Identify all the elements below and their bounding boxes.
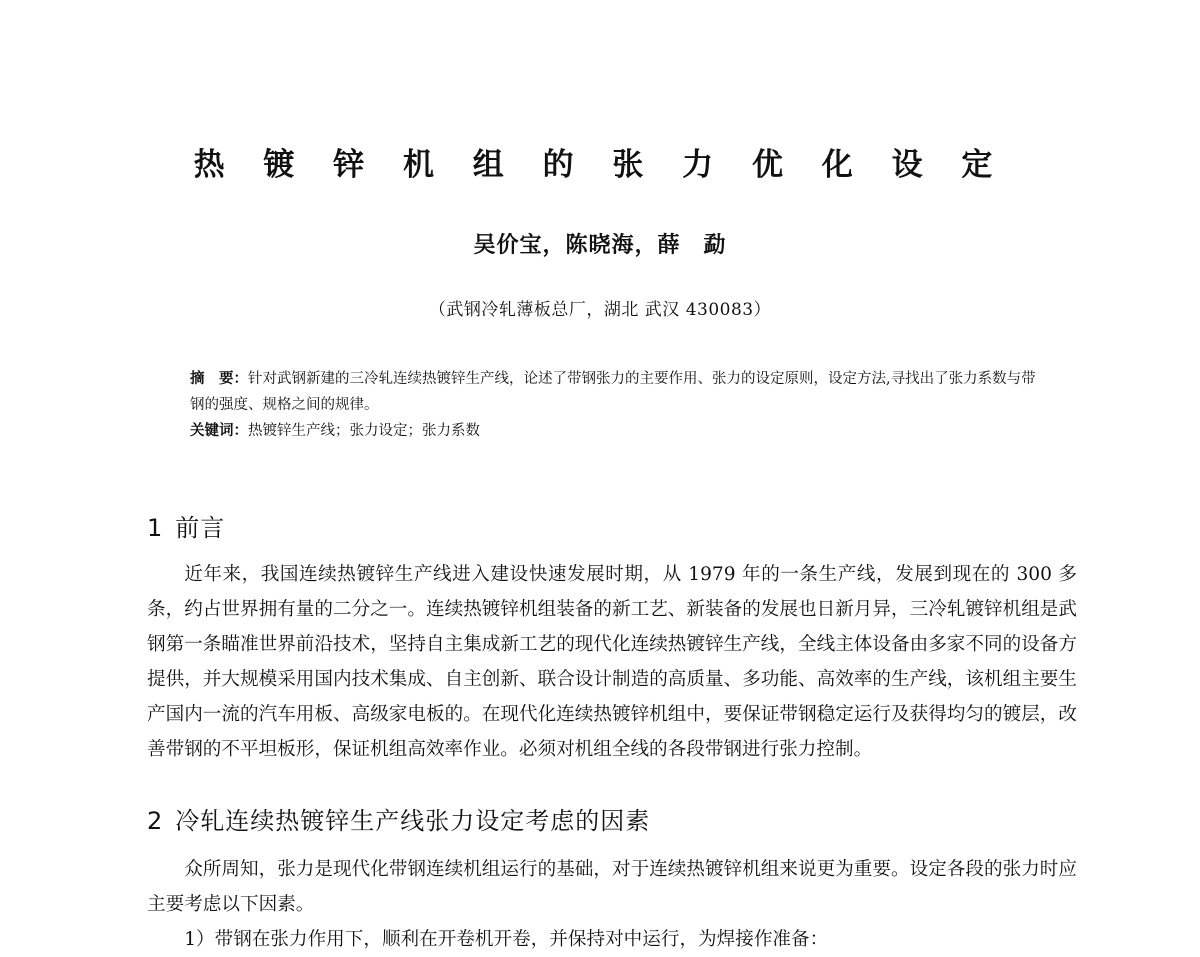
abstract-text: 针对武钢新建的三冷轧连续热镀锌生产线，论述了带钢张力的主要作用、张力的设定原则，设定方法,寻找出了张力系数与带钢的强度、规格之间的规律。 bbox=[190, 371, 1036, 413]
section-1-heading bbox=[147, 511, 225, 545]
paper-affiliation: （武钢冷轧薄板总厂，湖北 武汉 430083） bbox=[428, 300, 772, 320]
section-1-paragraph-1: 近年来，我国连续热镀锌生产线进入建设快速发展时期，从 1979 年的一条生产线，发展到现在的 300 多条，约占世界拥有量的二分之一。连续热镀锌机组装备的新工艺、新装备的发展也日新月异，三冷轧镀锌机组是武钢第一条瞄准世界前沿技术，坚持自主集成新工艺的现代化连续热镀锌生产线，全线主体设备由多家不同的设备方提供，并大规模采用国内技术集成、自主创新、联合设计制造的高质量、多功能、高效率的生产线，该机组主要生产国内一流的汽车用板、高级家电板的。在现代化连续热镀锌机组中，要保证带钢稳定运行及获得均匀的镀层，改善带钢的不平坦板形，保证机组高效率作业。必须对机组全线的各段带钢进行张力控制。 bbox=[147, 564, 1077, 760]
section-2-paragraph-2: 1）带钢在张力作用下，顺利在开卷机开卷，并保持对中运行，为焊接作准备： bbox=[184, 929, 829, 950]
section-2-body bbox=[147, 852, 1077, 957]
section-1-body bbox=[147, 557, 1077, 767]
keywords-paragraph bbox=[190, 418, 1040, 444]
section-2-paragraph-1: 众所周知，张力是现代化带钢连续机组运行的基础，对于连续热镀锌机组来说更为重要。设定各段的张力时应主要考虑以下因素。 bbox=[147, 859, 1077, 915]
keywords-label: 关键词： bbox=[190, 422, 248, 439]
abstract-block bbox=[190, 366, 1040, 444]
section-2-heading bbox=[147, 804, 650, 838]
abstract-paragraph bbox=[190, 366, 1040, 418]
abstract-label: 摘 要： bbox=[190, 370, 248, 387]
section-1-number: 1 bbox=[147, 514, 164, 542]
keywords-text: 热镀锌生产线；张力设定；张力系数 bbox=[248, 423, 480, 439]
paper-authors: 吴价宝，陈晓海，薛 勐 bbox=[473, 232, 727, 258]
section-2-number: 2 bbox=[147, 807, 164, 835]
paper-title: 热 镀 锌 机 组 的 张 力 优 化 设 定 bbox=[193, 147, 1007, 183]
section-2-title: 冷轧连续热镀锌生产线张力设定考虑的因素 bbox=[175, 807, 651, 835]
section-1-title: 前言 bbox=[175, 514, 226, 542]
